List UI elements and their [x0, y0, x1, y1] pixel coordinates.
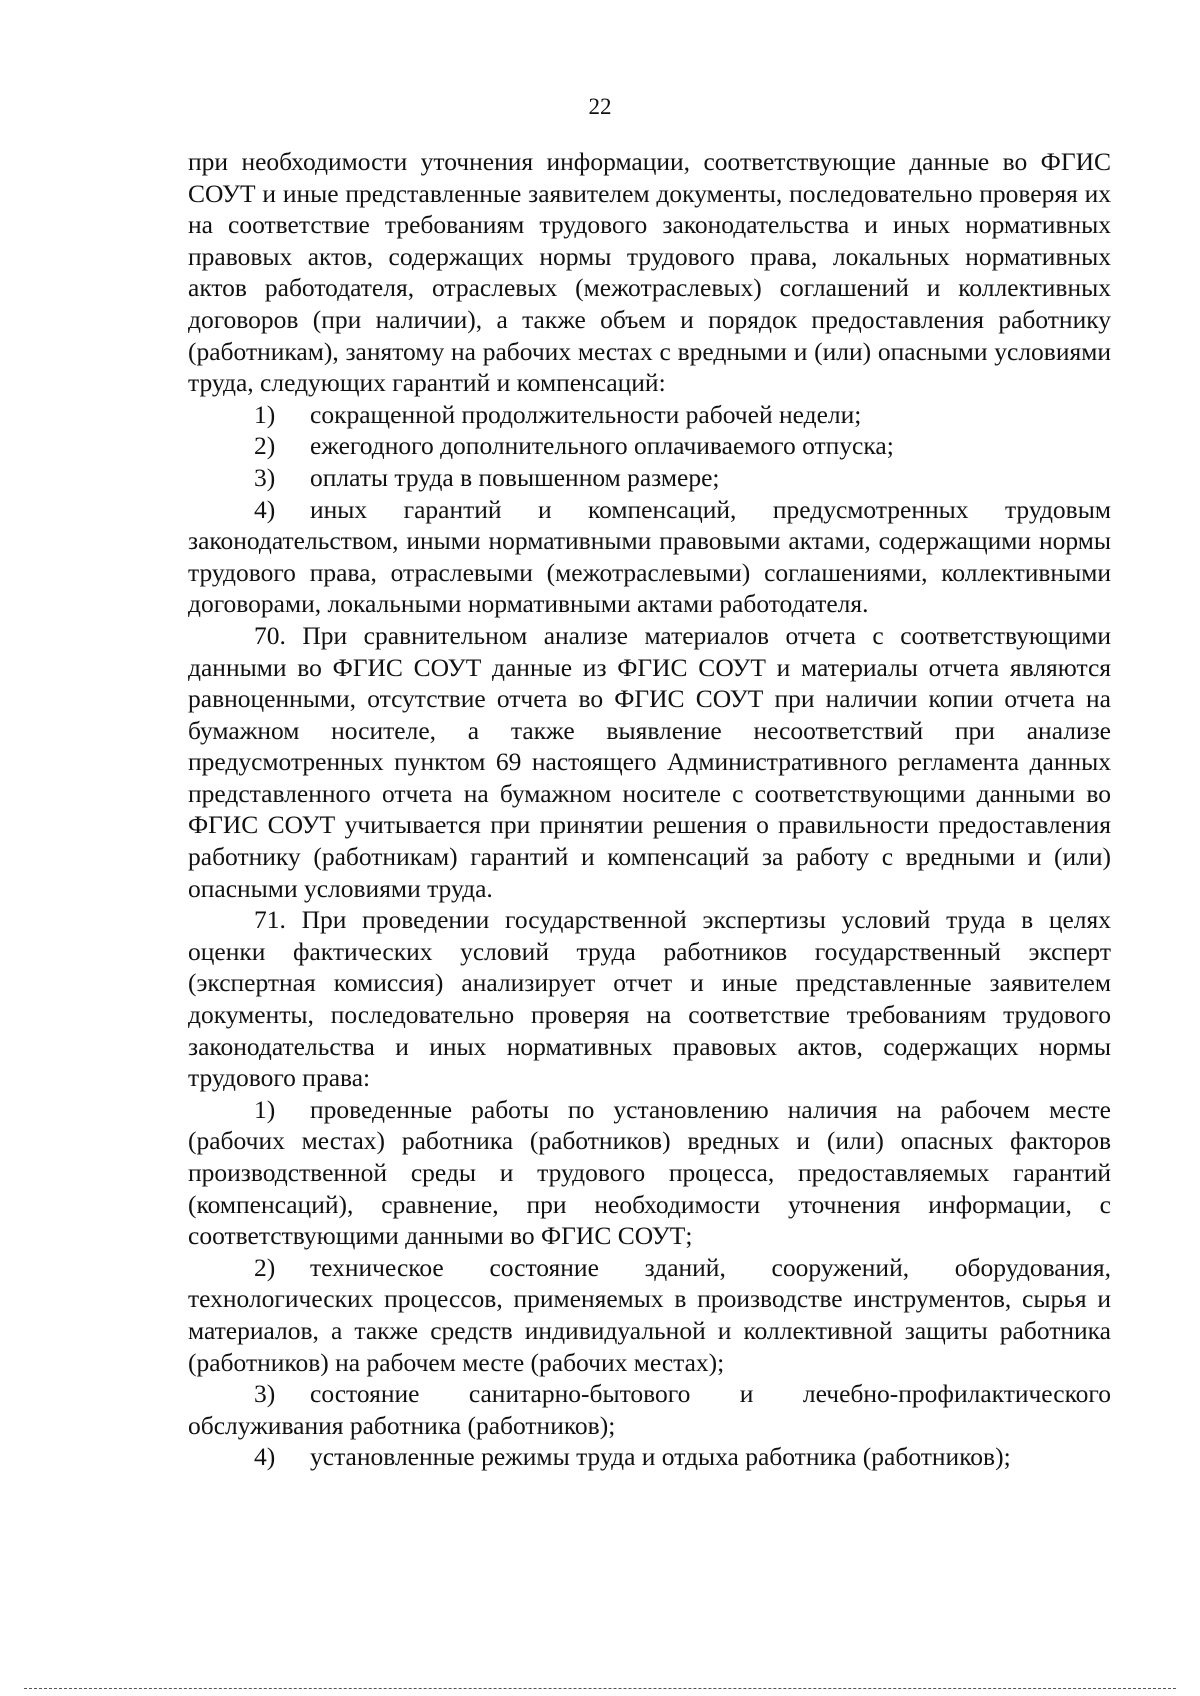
list-item-number: 4) — [254, 1442, 276, 1472]
list-item — [188, 462, 1111, 494]
list-item-number: 1) — [254, 1094, 276, 1124]
page-number: 22 — [588, 94, 612, 119]
scan-edge-line — [24, 1688, 1176, 1689]
expertise-list — [188, 1094, 1111, 1473]
list-item-text: иных гарантий и компенсаций, предусмотренных трудовым законодательством, иными нормативными правовыми актами, содержащими нормы трудового права, отраслевыми (межотраслевыми) соглашениями, коллективными договорами, локальными нормативными актами работодателя. — [188, 494, 1111, 619]
list-item-text: проведенные работы по установлению наличия на рабочем месте (рабочих местах) работника (работников) вредных и (или) опасных факторов производственной среды и трудового процесса, предоставляемых гарантий (компенсаций), сравнение, при необходимости уточнения информации, с соответствующими данными во ФГИС СОУТ; — [188, 1094, 1111, 1251]
list-item — [188, 399, 1111, 431]
list-item-number: 4) — [254, 494, 276, 524]
list-item-text: ежегодного дополнительного оплачиваемого отпуска; — [310, 431, 894, 461]
list-item — [188, 494, 1111, 620]
list-item-number: 3) — [254, 1379, 276, 1409]
list-item-text: сокращенной продолжительности рабочей недели; — [310, 399, 862, 429]
paragraph-71: 71. При проведении государственной экспертизы условий труда в целях оценки фактических условий труда работников государственный эксперт (экспертная комиссия) анализирует отчет и иные представленные заявителем документы, последовательно проверяя на соответствие требованиям трудового законодательства и иных нормативных правовых актов, содержащих нормы трудового права: — [188, 905, 1111, 1093]
list-item-number: 3) — [254, 462, 276, 492]
intro-paragraph: при необходимости уточнения информации, соответствующие данные во ФГИС СОУТ и иные представленные заявителем документы, последовательно проверяя их на соответствие требованиям трудового законодательства и иных нормативных правовых актов, содержащих нормы трудового права, локальных нормативных актов работодателя, отраслевых (межотраслевых) соглашений и коллективных договоров (при наличии), а также объем и порядок предоставления работнику (работникам), занятому на рабочих местах с вредными и (или) опасными условиями труда, следующих гарантий и компенсаций: — [188, 147, 1111, 398]
list-item-text: установленные режимы труда и отдыха работника (работников); — [310, 1442, 1011, 1472]
list-item-text: состояние санитарно-бытового и лечебно-профилактического обслуживания работника (работников); — [188, 1379, 1111, 1440]
list-item-number: 1) — [254, 399, 276, 429]
guarantees-list — [188, 399, 1111, 620]
list-item-number: 2) — [254, 431, 276, 461]
list-item — [188, 1441, 1111, 1473]
list-item-number: 2) — [254, 1252, 276, 1282]
list-item — [188, 430, 1111, 462]
list-item — [188, 1378, 1111, 1441]
list-item — [188, 1094, 1111, 1252]
list-item-text: оплаты труда в повышенном размере; — [310, 462, 720, 492]
document-body — [188, 146, 1111, 1473]
list-item-text: техническое состояние зданий, сооружений, оборудования, технологических процессов, применяемых в производстве инструментов, сырья и материалов, а также средств индивидуальной и коллективной защиты работника (работников) на рабочем месте (рабочих местах); — [188, 1252, 1111, 1377]
list-item — [188, 1252, 1111, 1378]
paragraph-70: 70. При сравнительном анализе материалов отчета с соответствующими данными во ФГИС СОУТ данные из ФГИС СОУТ и материалы отчета являются равноценными, отсутствие отчета во ФГИС СОУТ при наличии копии отчета на бумажном носителе, а также выявление несоответствий при анализе предусмотренных пунктом 69 настоящего Административного регламента данных представленного отчета на бумажном носителе с соответствующими данными во ФГИС СОУТ учитывается при принятии решения о правильности предоставления работнику (работникам) гарантий и компенсаций за работу с вредными и (или) опасными условиями труда. — [188, 620, 1111, 903]
